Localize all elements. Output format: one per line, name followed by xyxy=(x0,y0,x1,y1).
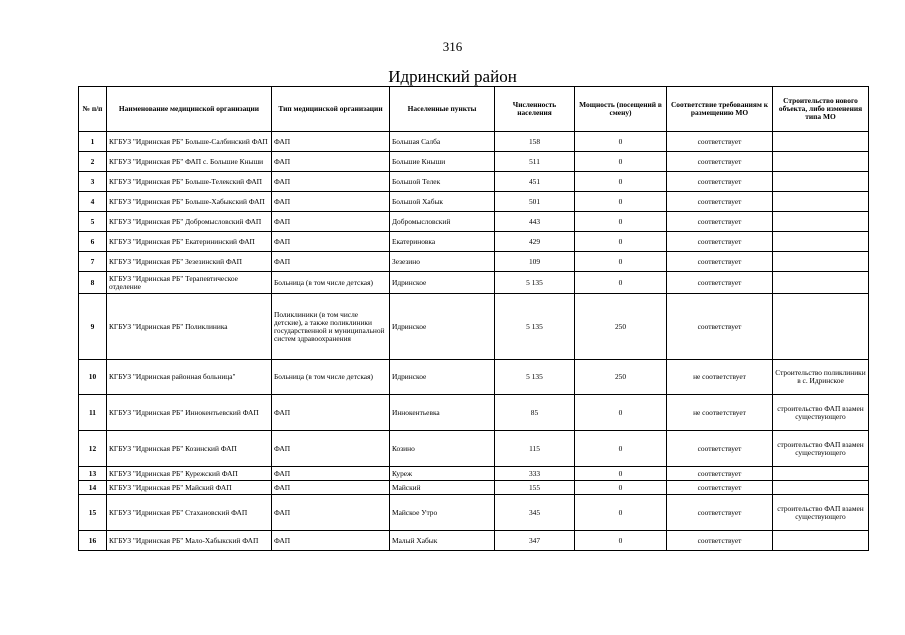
cell-capacity: 0 xyxy=(575,132,667,152)
cell-compliance: соответствует xyxy=(667,132,773,152)
cell-num: 12 xyxy=(79,431,107,467)
cell-compliance: соответствует xyxy=(667,272,773,294)
cell-settlement: Екатериновка xyxy=(390,232,495,252)
cell-population: 109 xyxy=(495,252,575,272)
cell-population: 5 135 xyxy=(495,360,575,395)
cell-settlement: Иннокентьевка xyxy=(390,395,495,431)
table-row xyxy=(79,481,869,495)
cell-construction xyxy=(773,252,869,272)
page-number: 316 xyxy=(442,39,463,54)
cell-compliance: соответствует xyxy=(667,481,773,495)
cell-settlement: Козино xyxy=(390,431,495,467)
facilities-table xyxy=(78,86,869,551)
cell-org: КГБУЗ "Идринская РБ" Зезезинский ФАП xyxy=(107,252,272,272)
page-title: Идринский район xyxy=(388,67,517,86)
cell-capacity: 0 xyxy=(575,232,667,252)
table-row xyxy=(79,252,869,272)
cell-capacity: 250 xyxy=(575,360,667,395)
cell-construction: строительство ФАП взамен существующего xyxy=(773,395,869,431)
cell-type: Больница (в том числе детская) xyxy=(272,360,390,395)
cell-type: Больница (в том числе детская) xyxy=(272,272,390,294)
cell-construction xyxy=(773,152,869,172)
cell-settlement: Идринское xyxy=(390,272,495,294)
cell-capacity: 0 xyxy=(575,467,667,481)
cell-capacity: 250 xyxy=(575,294,667,360)
cell-org: КГБУЗ "Идринская РБ" Больше-Хабыкский ФАП xyxy=(107,192,272,212)
cell-org: КГБУЗ "Идринская РБ" Майский ФАП xyxy=(107,481,272,495)
cell-compliance: соответствует xyxy=(667,252,773,272)
cell-capacity: 0 xyxy=(575,395,667,431)
cell-population: 511 xyxy=(495,152,575,172)
table-row xyxy=(79,360,869,395)
cell-population: 158 xyxy=(495,132,575,152)
cell-construction xyxy=(773,192,869,212)
table-row xyxy=(79,395,869,431)
cell-type: Поликлиники (в том числе детские), а также поликлиники государственной и муниципальной систем здравоохранения xyxy=(272,294,390,360)
cell-capacity: 0 xyxy=(575,212,667,232)
table-row xyxy=(79,431,869,467)
cell-construction xyxy=(773,212,869,232)
cell-settlement: Идринское xyxy=(390,294,495,360)
cell-type: ФАП xyxy=(272,495,390,531)
cell-population: 5 135 xyxy=(495,294,575,360)
cell-settlement: Куреж xyxy=(390,467,495,481)
cell-construction xyxy=(773,481,869,495)
cell-settlement: Большая Салба xyxy=(390,132,495,152)
cell-population: 345 xyxy=(495,495,575,531)
cell-org: КГБУЗ "Идринская РБ" Больше-Салбинский ФАП xyxy=(107,132,272,152)
header-construction: Строительство нового объекта, либо изменения типа МО xyxy=(773,87,869,132)
cell-org: КГБУЗ "Идринская РБ" Стахановский ФАП xyxy=(107,495,272,531)
cell-capacity: 0 xyxy=(575,172,667,192)
table-row xyxy=(79,495,869,531)
cell-compliance: соответствует xyxy=(667,232,773,252)
table-row xyxy=(79,152,869,172)
cell-settlement: Большие Кныши xyxy=(390,152,495,172)
cell-settlement: Большой Хабык xyxy=(390,192,495,212)
header-row xyxy=(79,87,869,132)
cell-compliance: соответствует xyxy=(667,467,773,481)
cell-org: КГБУЗ "Идринская районная больница" xyxy=(107,360,272,395)
cell-compliance: соответствует xyxy=(667,294,773,360)
cell-type: ФАП xyxy=(272,481,390,495)
table-row xyxy=(79,232,869,252)
cell-settlement: Добромысловский xyxy=(390,212,495,232)
cell-num: 7 xyxy=(79,252,107,272)
table-row xyxy=(79,132,869,152)
table-row xyxy=(79,172,869,192)
table-row xyxy=(79,192,869,212)
cell-num: 4 xyxy=(79,192,107,212)
header-settlement: Населенные пункты xyxy=(390,87,495,132)
cell-num: 6 xyxy=(79,232,107,252)
cell-construction: строительство ФАП взамен существующего xyxy=(773,431,869,467)
cell-construction xyxy=(773,467,869,481)
header-population: Численность населения xyxy=(495,87,575,132)
cell-compliance: соответствует xyxy=(667,431,773,467)
cell-capacity: 0 xyxy=(575,272,667,294)
cell-num: 10 xyxy=(79,360,107,395)
cell-population: 451 xyxy=(495,172,575,192)
cell-org: КГБУЗ "Идринская РБ" Курежский ФАП xyxy=(107,467,272,481)
cell-type: ФАП xyxy=(272,172,390,192)
header-capacity: Мощность (посещений в смену) xyxy=(575,87,667,132)
cell-type: ФАП xyxy=(272,431,390,467)
cell-org: КГБУЗ "Идринская РБ" Екатерининский ФАП xyxy=(107,232,272,252)
cell-compliance: соответствует xyxy=(667,172,773,192)
cell-num: 5 xyxy=(79,212,107,232)
cell-population: 115 xyxy=(495,431,575,467)
cell-org: КГБУЗ "Идринская РБ" Мало-Хабыкский ФАП xyxy=(107,531,272,551)
cell-type: ФАП xyxy=(272,252,390,272)
table-body xyxy=(79,132,869,551)
cell-num: 14 xyxy=(79,481,107,495)
cell-compliance: соответствует xyxy=(667,152,773,172)
header-type: Тип медицинской организации xyxy=(272,87,390,132)
header-num: № п/п xyxy=(79,87,107,132)
cell-type: ФАП xyxy=(272,531,390,551)
cell-settlement: Малый Хабык xyxy=(390,531,495,551)
cell-population: 443 xyxy=(495,212,575,232)
header-org: Наименование медицинской организации xyxy=(107,87,272,132)
cell-num: 9 xyxy=(79,294,107,360)
table-row xyxy=(79,531,869,551)
cell-num: 11 xyxy=(79,395,107,431)
cell-population: 429 xyxy=(495,232,575,252)
cell-population: 85 xyxy=(495,395,575,431)
cell-capacity: 0 xyxy=(575,252,667,272)
cell-construction xyxy=(773,531,869,551)
cell-org: КГБУЗ "Идринская РБ" Поликлиника xyxy=(107,294,272,360)
table-row xyxy=(79,467,869,481)
cell-org: КГБУЗ "Идринская РБ" Козинский ФАП xyxy=(107,431,272,467)
cell-num: 3 xyxy=(79,172,107,192)
cell-num: 13 xyxy=(79,467,107,481)
cell-construction: строительство ФАП взамен существующего xyxy=(773,495,869,531)
cell-capacity: 0 xyxy=(575,481,667,495)
cell-type: ФАП xyxy=(272,395,390,431)
cell-construction xyxy=(773,272,869,294)
cell-construction xyxy=(773,172,869,192)
cell-capacity: 0 xyxy=(575,192,667,212)
cell-capacity: 0 xyxy=(575,495,667,531)
cell-num: 1 xyxy=(79,132,107,152)
cell-type: ФАП xyxy=(272,132,390,152)
cell-population: 347 xyxy=(495,531,575,551)
cell-org: КГБУЗ "Идринская РБ" ФАП с. Большие Кныши xyxy=(107,152,272,172)
cell-type: ФАП xyxy=(272,232,390,252)
cell-compliance: соответствует xyxy=(667,531,773,551)
cell-population: 501 xyxy=(495,192,575,212)
cell-settlement: Майский xyxy=(390,481,495,495)
cell-compliance: соответствует xyxy=(667,212,773,232)
cell-compliance: соответствует xyxy=(667,495,773,531)
cell-type: ФАП xyxy=(272,152,390,172)
cell-compliance: не соответствует xyxy=(667,360,773,395)
cell-org: КГБУЗ "Идринская РБ" Иннокентьевский ФАП xyxy=(107,395,272,431)
cell-type: ФАП xyxy=(272,192,390,212)
cell-population: 155 xyxy=(495,481,575,495)
cell-settlement: Идринское xyxy=(390,360,495,395)
cell-capacity: 0 xyxy=(575,531,667,551)
table-row xyxy=(79,294,869,360)
cell-construction xyxy=(773,232,869,252)
cell-num: 16 xyxy=(79,531,107,551)
cell-num: 15 xyxy=(79,495,107,531)
cell-org: КГБУЗ "Идринская РБ" Терапевтическое отделение xyxy=(107,272,272,294)
cell-capacity: 0 xyxy=(575,152,667,172)
cell-settlement: Большой Телек xyxy=(390,172,495,192)
cell-compliance: не соответствует xyxy=(667,395,773,431)
cell-construction xyxy=(773,132,869,152)
header-compliance: Соответствие требованиям к размещению МО xyxy=(667,87,773,132)
cell-type: ФАП xyxy=(272,467,390,481)
cell-population: 5 135 xyxy=(495,272,575,294)
cell-type: ФАП xyxy=(272,212,390,232)
cell-construction xyxy=(773,294,869,360)
cell-construction: Строительство поликлиники в с. Идринское xyxy=(773,360,869,395)
cell-compliance: соответствует xyxy=(667,192,773,212)
cell-num: 2 xyxy=(79,152,107,172)
cell-population: 333 xyxy=(495,467,575,481)
cell-settlement: Зезезино xyxy=(390,252,495,272)
cell-capacity: 0 xyxy=(575,431,667,467)
cell-org: КГБУЗ "Идринская РБ" Больше-Телекский ФАП xyxy=(107,172,272,192)
cell-org: КГБУЗ "Идринская РБ" Добромысловский ФАП xyxy=(107,212,272,232)
table-row xyxy=(79,272,869,294)
cell-settlement: Майское Утро xyxy=(390,495,495,531)
table-row xyxy=(79,212,869,232)
cell-num: 8 xyxy=(79,272,107,294)
